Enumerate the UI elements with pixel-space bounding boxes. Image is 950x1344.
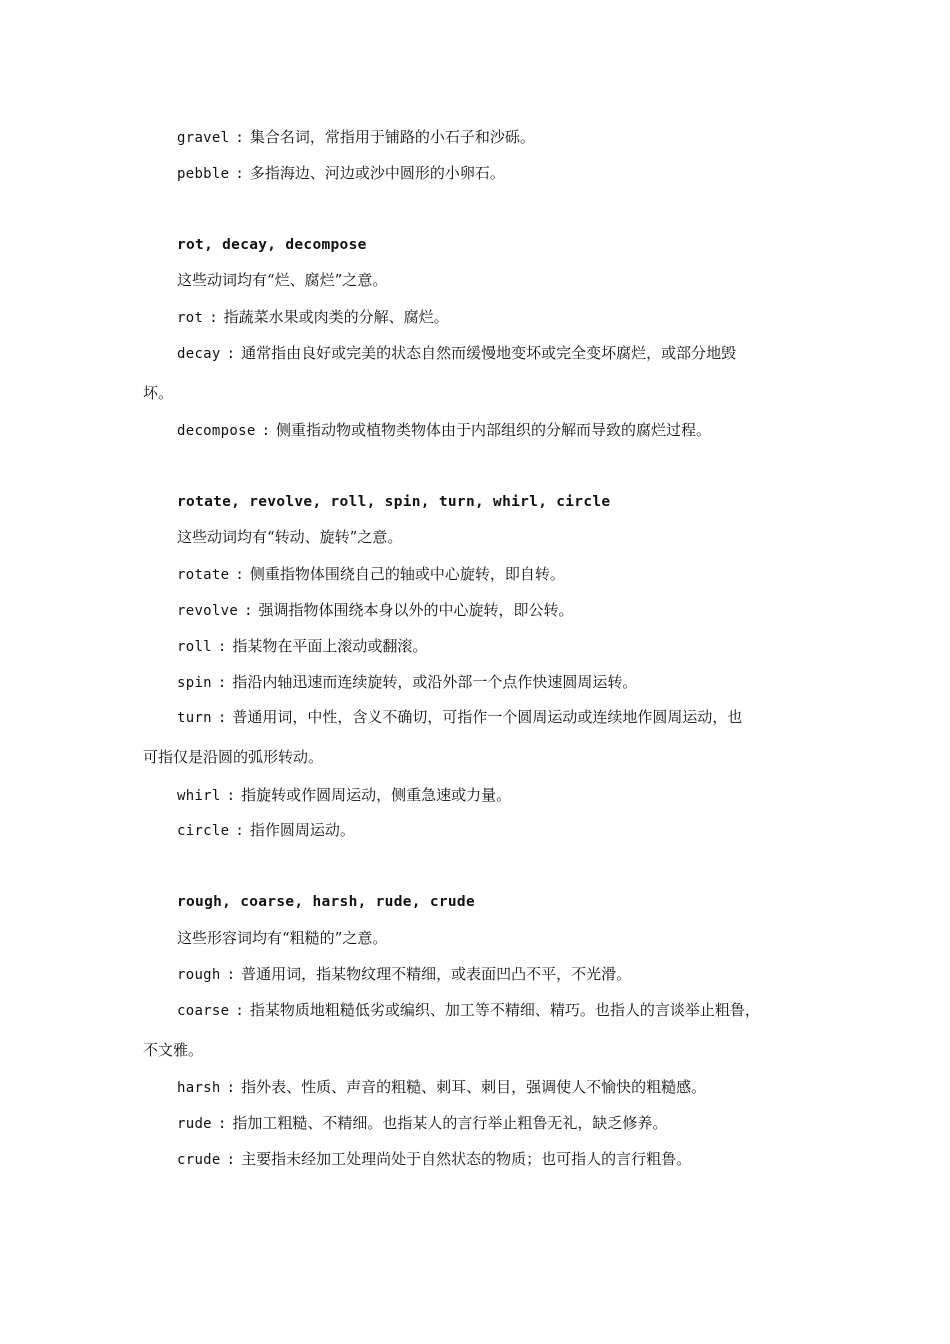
separator: : <box>244 603 253 619</box>
entry-decay-continuation: 坏。 <box>143 384 174 402</box>
section-intro: 这些动词均有“转动、旋转”之意。 <box>177 528 403 546</box>
separator: : <box>217 675 227 691</box>
separator: : <box>235 130 244 146</box>
entry-spin <box>177 672 637 693</box>
separator: : <box>235 166 244 182</box>
separator: : <box>217 710 227 726</box>
term: harsh <box>177 1080 221 1096</box>
definition: 通常指由良好或完美的状态自然而缓慢地变坏或完全变坏腐烂，或部分地毁 <box>241 344 737 362</box>
entry-harsh <box>177 1077 706 1098</box>
entry-turn-continuation: 可指仅是沿圆的弧形转动。 <box>143 748 324 766</box>
definition: 普通用词，中性，含义不确切，可指作一个圆周运动或连续地作圆周运动，也 <box>232 708 743 726</box>
term: turn <box>177 710 212 726</box>
entry-coarse-continuation: 不文雅。 <box>143 1041 204 1059</box>
separator: : <box>217 1116 227 1132</box>
term: circle <box>177 823 230 839</box>
term: roll <box>177 639 212 655</box>
section-heading-rot: rot, decay, decompose <box>177 237 367 253</box>
term: rotate <box>177 567 230 583</box>
separator: : <box>235 823 244 839</box>
term: coarse <box>177 1003 230 1019</box>
term: crude <box>177 1152 221 1168</box>
term: rot <box>177 310 204 326</box>
section-heading-rough: rough, coarse, harsh, rude, crude <box>177 894 475 910</box>
entry-rot <box>177 307 449 328</box>
term: gravel <box>177 130 230 146</box>
entry-circle <box>177 820 355 841</box>
term: spin <box>177 675 212 691</box>
separator: : <box>235 1003 244 1019</box>
separator: : <box>261 423 270 439</box>
entry-decompose <box>177 420 711 441</box>
definition: 侧重指物体围绕自己的轴或中心旋转，即自转。 <box>249 565 565 583</box>
definition: 指某物在平面上滚动或翻滚。 <box>232 637 428 655</box>
definition: 强调指物体围绕本身以外的中心旋转，即公转。 <box>258 601 574 619</box>
section-intro: 这些动词均有“烂、腐烂”之意。 <box>177 271 388 289</box>
term: whirl <box>177 788 221 804</box>
entry-whirl <box>177 785 511 806</box>
entry-crude <box>177 1149 691 1170</box>
term: decay <box>177 346 221 362</box>
definition: 指加工粗糙、不精细。也指某人的言行举止粗鲁无礼，缺乏修养。 <box>232 1114 668 1132</box>
separator: : <box>226 967 236 983</box>
definition: 指沿内轴迅速而连续旋转，或沿外部一个点作快速圆周运转。 <box>232 673 638 691</box>
definition: 侧重指动物或植物类物体由于内部组织的分解而导致的腐烂过程。 <box>276 421 712 439</box>
term: rough <box>177 967 221 983</box>
entry-gravel <box>177 127 535 148</box>
term: decompose <box>177 423 256 439</box>
separator: : <box>209 310 218 326</box>
definition: 普通用词，指某物纹理不精细，或表面凹凸不平，不光滑。 <box>241 965 632 983</box>
section-heading-rotate: rotate, revolve, roll, spin, turn, whirl, circle <box>177 494 611 510</box>
entry-pebble <box>177 163 505 184</box>
entry-revolve <box>177 600 574 621</box>
entry-roll <box>177 636 427 657</box>
term: pebble <box>177 166 230 182</box>
separator: : <box>226 1080 236 1096</box>
entry-turn <box>177 707 742 728</box>
definition: 指蔬菜水果或肉类的分解、腐烂。 <box>223 308 449 326</box>
entry-rude <box>177 1113 667 1134</box>
term: revolve <box>177 603 239 619</box>
entry-rotate <box>177 564 565 585</box>
entry-rough <box>177 964 631 985</box>
entry-coarse <box>177 1000 760 1021</box>
term: rude <box>177 1116 212 1132</box>
separator: : <box>226 1152 236 1168</box>
definition: 多指海边、河边或沙中圆形的小卵石。 <box>249 164 505 182</box>
entry-decay <box>177 343 736 364</box>
separator: : <box>235 567 244 583</box>
definition: 指旋转或作圆周运动，侧重急速或力量。 <box>241 786 512 804</box>
separator: : <box>217 639 227 655</box>
definition: 集合名词，常指用于铺路的小石子和沙砾。 <box>249 128 535 146</box>
definition: 指某物质地粗糙低劣或编织、加工等不精细、精巧。也指人的言谈举止粗鲁， <box>249 1001 760 1019</box>
definition: 指作圆周运动。 <box>249 821 355 839</box>
separator: : <box>226 788 236 804</box>
section-intro: 这些形容词均有“粗糙的”之意。 <box>177 929 388 947</box>
separator: : <box>226 346 236 362</box>
definition: 指外表、性质、声音的粗糙、刺耳、刺目，强调使人不愉快的粗糙感。 <box>241 1078 707 1096</box>
definition: 主要指未经加工处理尚处于自然状态的物质；也可指人的言行粗鲁。 <box>241 1150 692 1168</box>
